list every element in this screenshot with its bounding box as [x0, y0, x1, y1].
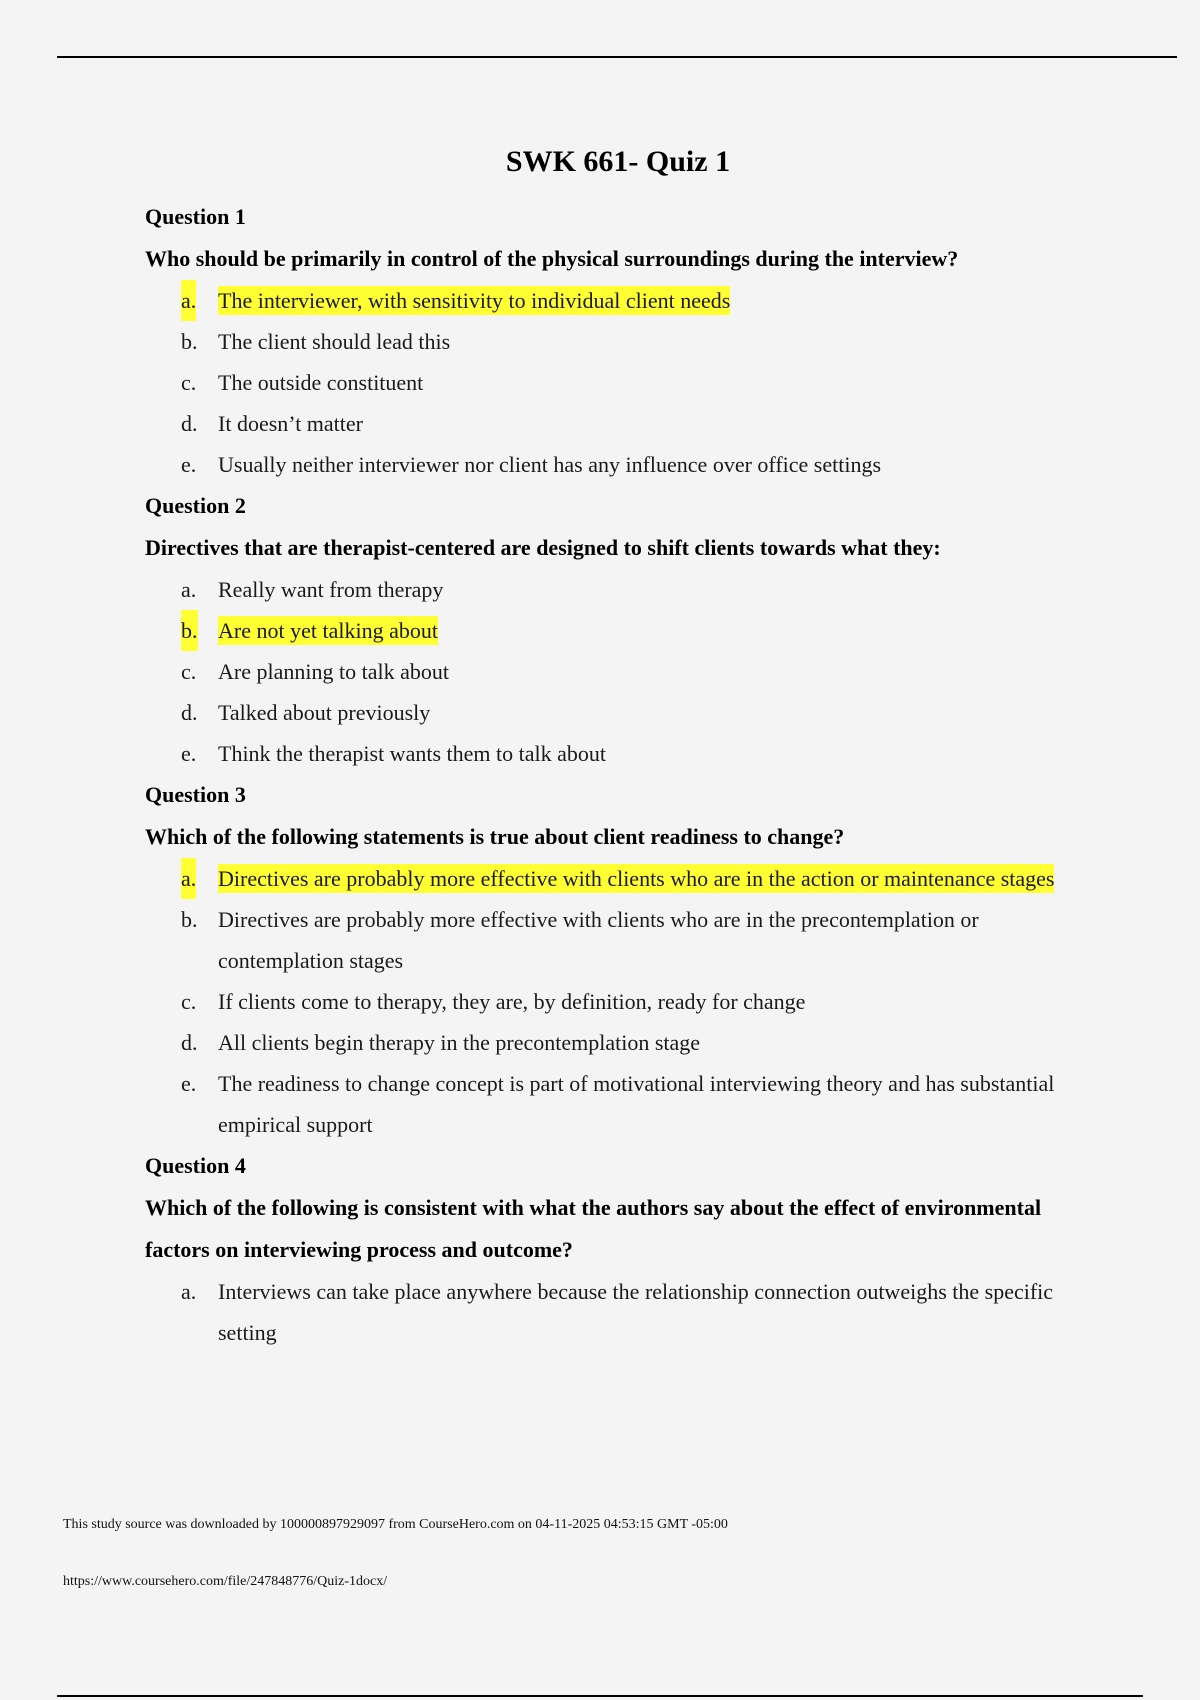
answer-option: [145, 692, 1095, 733]
option-text: The outside constituent: [218, 370, 424, 395]
question-2: [145, 485, 1095, 774]
option-letter: d.: [181, 411, 198, 436]
answer-option: [145, 362, 1095, 403]
option-letter: b.: [181, 610, 198, 651]
option-text: It doesn’t matter: [218, 411, 363, 436]
question-prompt: Which of the following statements is true about client readiness to change?: [145, 824, 845, 849]
question-3: [145, 774, 1095, 1145]
answer-list: [145, 569, 1095, 774]
quiz-content: [145, 196, 1095, 1353]
option-text: If clients come to therapy, they are, by definition, ready for change: [218, 989, 806, 1014]
answer-option: [145, 569, 1095, 610]
option-letter: a.: [181, 280, 196, 321]
question-prompt: Which of the following is consistent with what the authors say about the effect of environmental factors on interviewing process and outcome?: [145, 1195, 1042, 1262]
option-text: The client should lead this: [218, 329, 451, 354]
option-text: Talked about previously: [218, 700, 431, 725]
question-prompt: Directives that are therapist-centered are designed to shift clients towards what they:: [145, 535, 941, 560]
option-letter: e.: [181, 1071, 197, 1096]
option-letter: d.: [181, 700, 198, 725]
answer-option: [145, 403, 1095, 444]
option-letter: a.: [181, 858, 196, 899]
question-heading: Question 4: [145, 1153, 246, 1178]
page-title: SWK 661- Quiz 1: [505, 145, 731, 178]
answer-option: [145, 1271, 1095, 1353]
question-1: [145, 196, 1095, 485]
answer-option: [145, 280, 1095, 321]
option-text: Interviews can take place anywhere because the relationship connection outweighs the specific setting: [218, 1279, 1054, 1345]
option-letter: b.: [181, 907, 198, 932]
answer-option: [145, 651, 1095, 692]
answer-option: [145, 1063, 1095, 1145]
option-text: Directives are probably more effective with clients who are in the precontemplation or contemplation stages: [218, 907, 979, 973]
option-text: All clients begin therapy in the precontemplation stage: [218, 1030, 701, 1055]
option-letter: d.: [181, 1030, 198, 1055]
answer-option: [145, 321, 1095, 362]
bottom-rule: [57, 1695, 1143, 1697]
answer-option: [145, 899, 1095, 981]
option-letter: b.: [181, 329, 198, 354]
question-4: [145, 1145, 1095, 1353]
answer-option: [145, 981, 1095, 1022]
top-rule: [57, 56, 1177, 58]
answer-list: [145, 280, 1095, 485]
answer-option: [145, 858, 1095, 899]
option-text: The interviewer, with sensitivity to individual client needs: [218, 288, 731, 313]
question-heading: Question 1: [145, 204, 246, 229]
question-heading: Question 2: [145, 493, 246, 518]
question-prompt: Who should be primarily in control of the physical surroundings during the interview?: [145, 246, 959, 271]
option-text: The readiness to change concept is part of motivational interviewing theory and has substantial empirical support: [218, 1071, 1055, 1137]
option-text: Are not yet talking about: [218, 618, 438, 643]
answer-option: [145, 444, 1095, 485]
answer-option: [145, 610, 1095, 651]
option-letter: a.: [181, 1279, 197, 1304]
option-letter: a.: [181, 577, 197, 602]
option-text: Are planning to talk about: [218, 659, 449, 684]
answer-list: [145, 858, 1095, 1145]
option-letter: c.: [181, 989, 197, 1014]
option-text: Usually neither interviewer nor client has any influence over office settings: [218, 452, 882, 477]
option-letter: c.: [181, 370, 197, 395]
option-letter: e.: [181, 741, 197, 766]
option-text: Directives are probably more effective with clients who are in the action or maintenance stages: [218, 866, 1055, 891]
option-letter: e.: [181, 452, 197, 477]
answer-option: [145, 733, 1095, 774]
option-text: Think the therapist wants them to talk about: [218, 741, 606, 766]
download-source-note: This study source was downloaded by 100000897929097 from CourseHero.com on 04-11-2025 04:53:15 GMT -05:00: [63, 1517, 728, 1532]
answer-list: [145, 1271, 1095, 1353]
source-url: https://www.coursehero.com/file/247848776/Quiz-1docx/: [63, 1574, 388, 1589]
option-text: Really want from therapy: [218, 577, 444, 602]
answer-option: [145, 1022, 1095, 1063]
question-heading: Question 3: [145, 782, 246, 807]
option-letter: c.: [181, 659, 197, 684]
